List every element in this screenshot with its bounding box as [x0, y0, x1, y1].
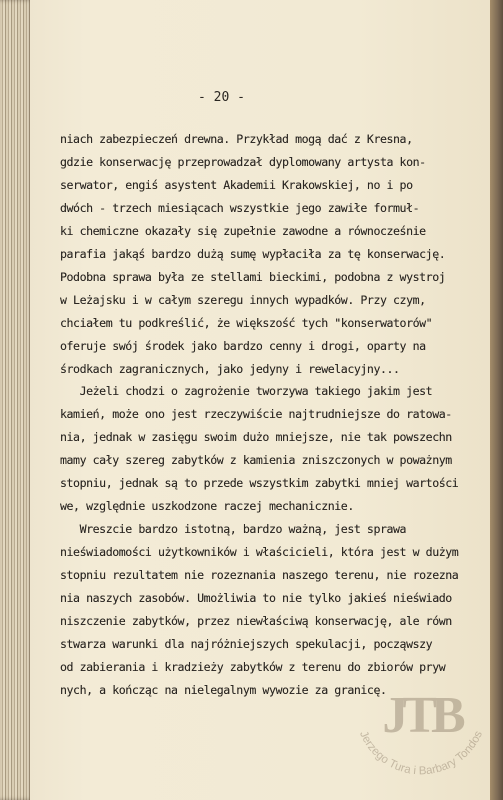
text-line: serwator, engiś asystent Akademii Krakowskiej, no i po	[60, 177, 413, 192]
page-number: - 20 -	[198, 90, 245, 105]
text-line: nych, a kończąc na nielegalnym wywozie za granicę.	[60, 682, 387, 697]
text-line: kamień, może ono jest rzeczywiście najtrudniejsze do ratowa-	[60, 407, 452, 422]
text-line: chciałem tu podkreślić, że większość tych "konserwatorów"	[60, 315, 433, 330]
text-line: Podobna sprawa była ze stellami bieckimi, podobna z wystroj	[60, 269, 446, 284]
watermark-arc-textpath: Jerzego Tura i Barbary Tondos	[356, 729, 486, 778]
text-line: ki chemiczne okazały się zupełnie zawodne a równocześnie	[60, 223, 426, 238]
text-line: środkach zagranicznych, jako jedyny i rewelacyjny...	[60, 361, 400, 376]
page-stack-edges	[0, 0, 34, 800]
text-line: w Leżajsku i w całym szeregu innych wypadków. Przy czym,	[60, 292, 426, 307]
text-line: gdzie konserwację przeprowadzał dyplomowany artysta kon-	[60, 154, 426, 169]
text-line: stopniu, jednak są to przede wszystkim zabytki mniej wartości	[60, 476, 459, 491]
text-line: nia naszych zasobów. Umożliwia to nie tylko jakieś nieświado	[60, 591, 452, 605]
text-line: nia, jednak w zasięgu swoim dużo mniejsze, nie tak powszechn	[60, 430, 452, 445]
watermark-monogram: JTB	[382, 687, 460, 744]
text-line: stopniu rezultatem nie rozeznania naszego terenu, nie rozezna	[60, 568, 459, 583]
text-line: niach zabezpieczeń drewna. Przykład mogą dać z Kresna,	[60, 132, 413, 146]
text-line: we, względnie uszkodzone raczej mechanicznie.	[60, 499, 354, 514]
text-line: mamy cały szereg zabytków z kamienia zniszczonych w poważnym	[60, 453, 452, 468]
text-line: oferuje swój środek jako bardzo cenny i drogi, oparty na	[60, 338, 426, 353]
text-line: Wreszcie bardzo istotną, bardzo ważną, jest sprawa	[60, 522, 407, 537]
text-line: parafia jakąś bardzo dużą sumę wypłaciła za tę konserwację.	[60, 246, 446, 261]
text-line: od zabierania i kradzieży zabytków z terenu do zbiorów pryw	[60, 659, 446, 674]
text-line: dwóch - trzech miesiącach wszystkie jego zawiłe formuł-	[60, 200, 420, 215]
text-line: nieświadomości użytkowników i właścicieli, która jest w dużym	[60, 545, 459, 560]
text-line: Jeżeli chodzi o zagrożenie tworzywa takiego jakim jest	[60, 384, 433, 399]
archive-watermark-stamp	[346, 650, 496, 790]
text-line: stwarza warunki dla najróżniejszych spekulacji, począwszy	[60, 636, 433, 651]
text-line: niszczenie zabytków, przez niewłaściwą konserwację, ale równ	[60, 613, 452, 628]
